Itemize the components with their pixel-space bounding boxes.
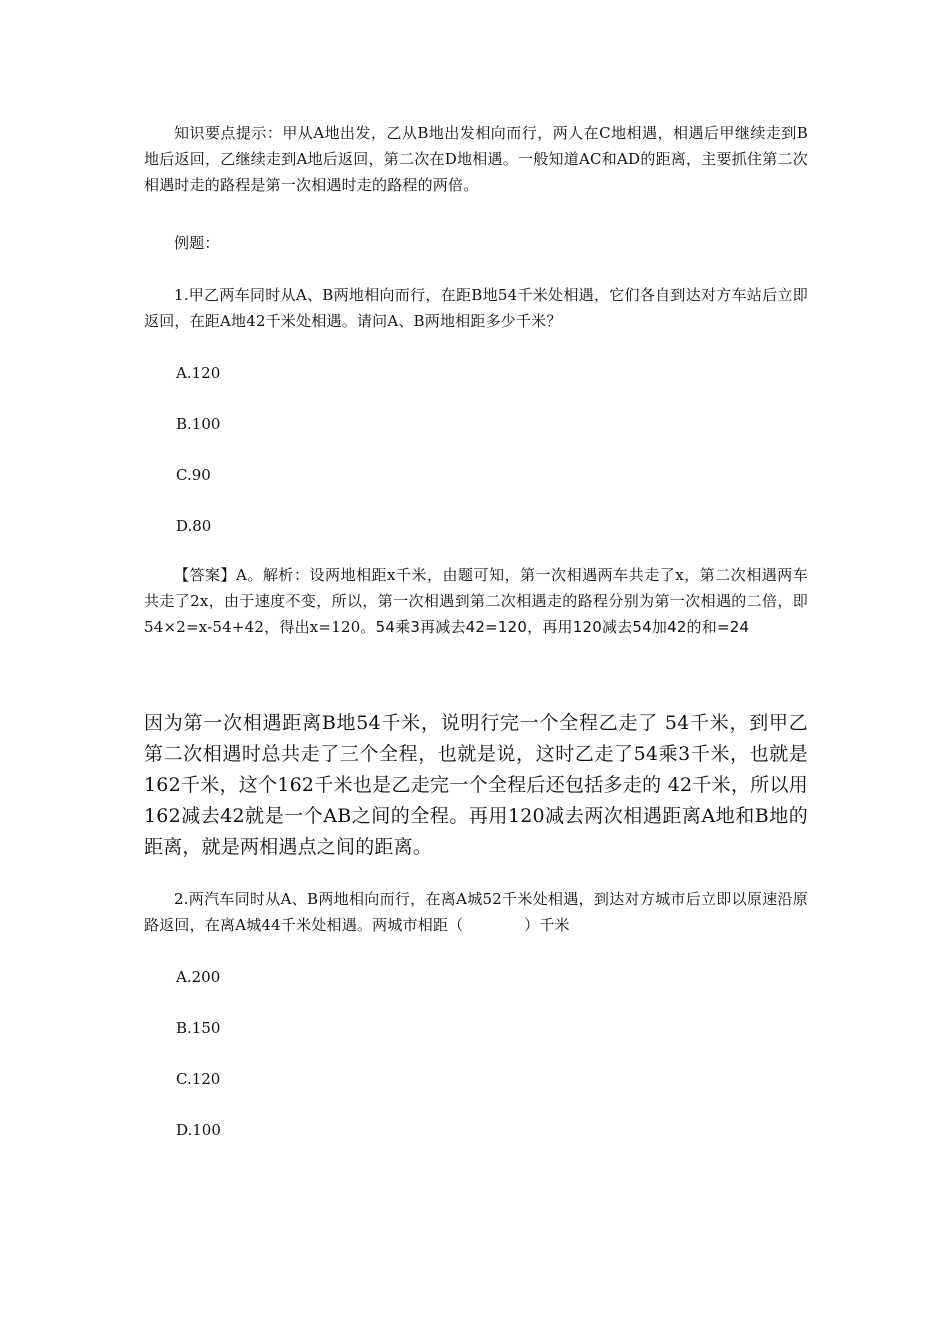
example-label: 例题： xyxy=(174,234,220,252)
answer-analysis xyxy=(144,562,808,640)
answer-analysis-tail: 54乘3再减去42=120，再用120减去54加42的和=24 xyxy=(375,618,750,636)
knowledge-tip: 知识要点提示：甲从A地出发，乙从B地出发相向而行，两人在C地相遇，相遇后甲继续走到B地后返回，乙继续走到A地后返回，第二次在D地相遇。一般知道AC和AD的距离，主要抓住第二次相遇时走的路程是第一次相遇时走的路程的两倍。 xyxy=(144,124,808,194)
question-1-option-d: D.80 xyxy=(176,517,212,535)
question-2-option-b: B.150 xyxy=(176,1019,221,1037)
question-1-option-c: C.90 xyxy=(176,466,211,484)
question-2-option-c: C.120 xyxy=(176,1070,221,1088)
question-1-stem: 1.甲乙两车同时从A、B两地相向而行，在距B地54千米处相遇，它们各自到达对方车站后立即返回，在距A地42千米处相遇。请问A、B两地相距多少千米？ xyxy=(144,286,808,330)
question-2-option-a: A.200 xyxy=(176,968,221,986)
question-1-option-b: B.100 xyxy=(176,415,221,433)
question-1-option-a: A.120 xyxy=(176,364,221,382)
question-2-option-d: D.100 xyxy=(176,1121,221,1139)
answer-analysis-text: 【答案】A。解析：设两地相距x千米，由题可知，第一次相遇两车共走了x，第二次相遇两车共走了2x，由于速度不变，所以，第一次相遇到第二次相遇走的路程分别为第一次相遇的二倍，即54×2=x-54+42，得出x=120。 xyxy=(144,566,808,636)
explanation-paragraph: 因为第一次相遇距离B地54千米，说明行完一个全程乙走了 54千米，到甲乙第二次相遇时总共走了三个全程，也就是说，这时乙走了54乘3千米，也就是162千米，这个162千米也是乙走完一个全程后还包括多走的 42千米，所以用162减去42就是一个AB之间的全程。再用120减去两次相遇距离A地和B地的距离，就是两相遇点之间的距离。 xyxy=(144,712,808,858)
question-2-stem: 2.两汽车同时从A、B两地相向而行，在离A城52千米处相遇，到达对方城市后立即以原速沿原路返回，在离A城44千米处相遇。两城市相距（ ）千米 xyxy=(144,890,808,934)
